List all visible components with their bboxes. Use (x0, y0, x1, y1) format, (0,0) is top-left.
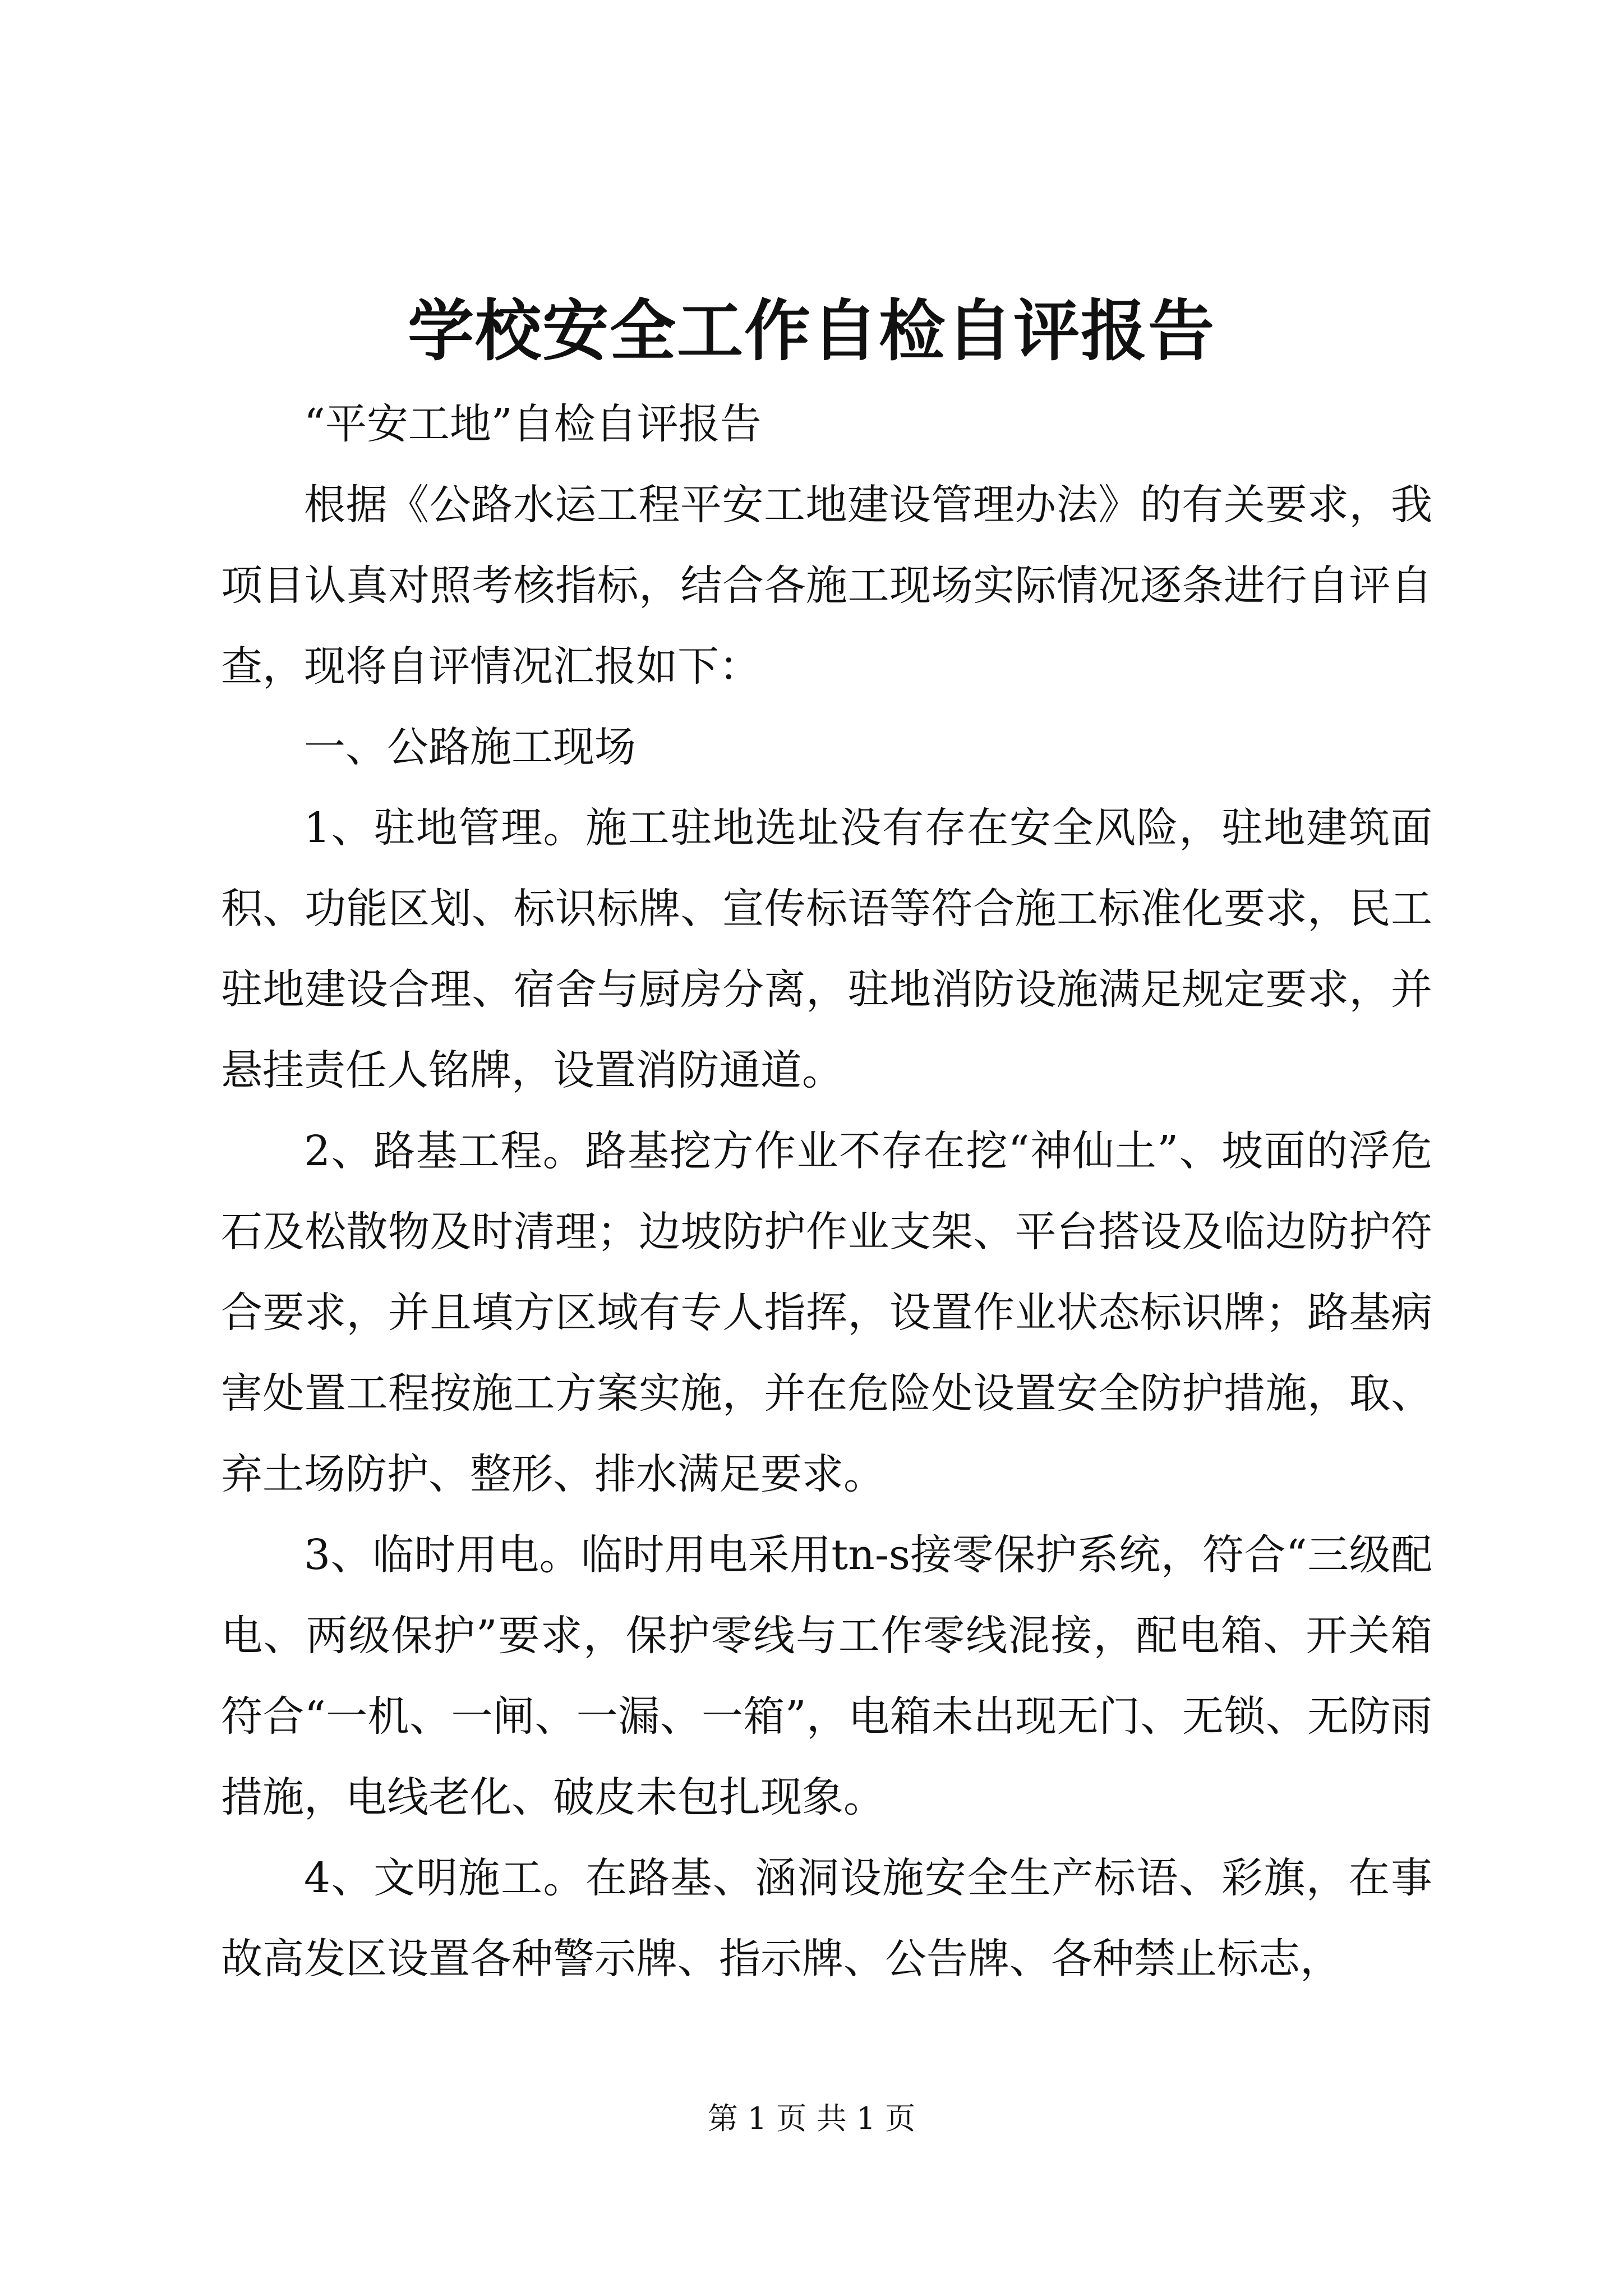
paragraph-temporary-power: 3、临时用电。临时用电采用tn-s接零保护系统，符合“三级配电、两级保护”要求，保护零线与工作零线混接，配电箱、开关箱符合“一机、一闸、一漏、一箱”，电箱未出现无门、无锁、无防雨措施，电线老化、破皮未包扎现象。 (221, 1531, 1432, 1821)
subtitle-paragraph: “平安工地”自检自评报告 (304, 400, 762, 448)
document-body (221, 384, 1432, 1999)
paragraph-roadbed-engineering: 2、路基工程。路基挖方作业不存在挖“神仙土”、坡面的浮危石及松散物及时清理；边坡防护作业支架、平台搭设及临边防护符合要求，并且填方区域有专人指挥，设置作业状态标识牌；路基病害处置工程按施工方案实施，并在危险处设置安全防护措施，取、弃土场防护、整形、排水满足要求。 (221, 1127, 1432, 1498)
paragraph-site-management: 1、驻地管理。施工驻地选址没有存在安全风险，驻地建筑面积、功能区划、标识标牌、宣传标语等符合施工标准化要求，民工驻地建设合理、宿舍与厨房分离，驻地消防设施满足规定要求，并悬挂责任人铭牌，设置消防通道。 (221, 804, 1432, 1094)
page-title: 学校安全工作自检自评报告 (407, 292, 1215, 370)
page-number-footer: 第 1 页 共 1 页 (707, 2101, 916, 2136)
paragraph-civilized-construction: 4、文明施工。在路基、涵洞设施安全生产标语、彩旗，在事故高发区设置各种警示牌、指示牌、公告牌、各种禁止标志， (221, 1854, 1432, 1983)
intro-paragraph: 根据《公路水运工程平安工地建设管理办法》的有关要求，我项目认真对照考核指标，结合各施工现场实际情况逐条进行自评自查，现将自评情况汇报如下： (221, 481, 1432, 691)
section-heading: 一、公路施工现场 (304, 723, 636, 771)
